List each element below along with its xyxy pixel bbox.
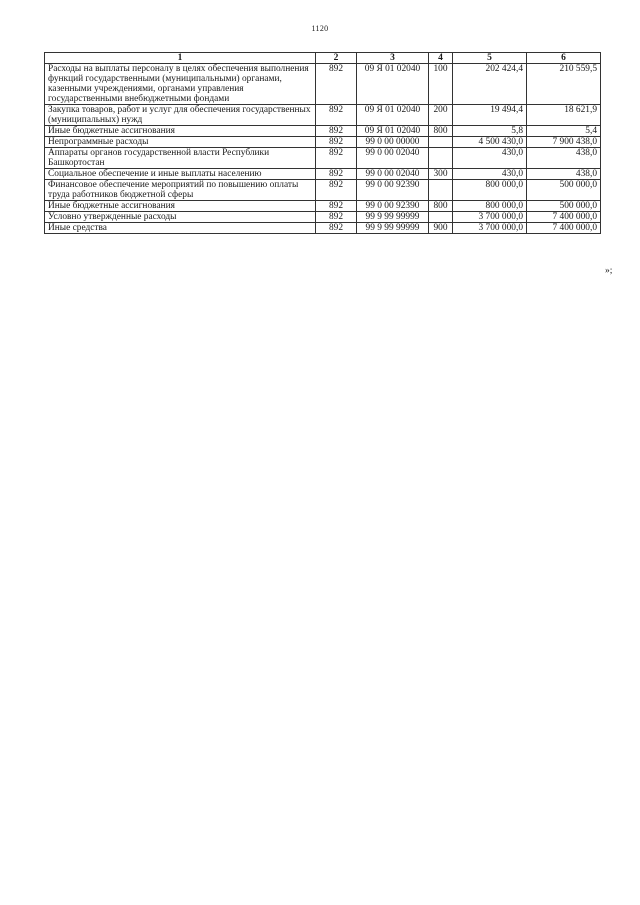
row-sum2: 500 000,0	[527, 180, 601, 201]
row-name: Расходы на выплаты персоналу в целях обеспечения выполнения функций государственными (муниципальными) органами, казенными учреждениями, органами управления государственными внебюджетными фондами	[45, 64, 316, 105]
table-header-row	[45, 53, 601, 64]
page-number: 1120	[311, 24, 329, 33]
table-row	[45, 64, 601, 105]
row-csr: 09 Я 01 02040	[357, 64, 429, 105]
row-sum1: 430,0	[453, 169, 527, 180]
header-col-6: 6	[527, 53, 601, 64]
row-name: Аппараты органов государственной власти Республики Башкортостан	[45, 148, 316, 169]
row-csr: 09 Я 01 02040	[357, 126, 429, 137]
row-name: Иные бюджетные ассигнования	[45, 201, 316, 212]
row-name: Условно утвержденные расходы	[45, 212, 316, 223]
row-csr: 99 9 99 99999	[357, 223, 429, 234]
row-sum2: 7 900 438,0	[527, 137, 601, 148]
row-ved: 892	[316, 180, 357, 201]
row-ved: 892	[316, 212, 357, 223]
row-sum1: 4 500 430,0	[453, 137, 527, 148]
row-sum1: 3 700 000,0	[453, 212, 527, 223]
row-csr: 99 0 00 02040	[357, 169, 429, 180]
row-sum2: 438,0	[527, 148, 601, 169]
row-csr: 99 0 00 02040	[357, 148, 429, 169]
row-sum1: 430,0	[453, 148, 527, 169]
header-col-5: 5	[453, 53, 527, 64]
row-ved: 892	[316, 201, 357, 212]
row-sum2: 5,4	[527, 126, 601, 137]
row-vr	[429, 148, 453, 169]
row-vr: 200	[429, 105, 453, 126]
table-row	[45, 212, 601, 223]
row-vr: 300	[429, 169, 453, 180]
row-ved: 892	[316, 64, 357, 105]
row-vr: 800	[429, 126, 453, 137]
table-row	[45, 126, 601, 137]
row-vr: 900	[429, 223, 453, 234]
row-sum1: 800 000,0	[453, 180, 527, 201]
header-col-1: 1	[45, 53, 316, 64]
header-col-3: 3	[357, 53, 429, 64]
row-csr: 99 0 00 92390	[357, 201, 429, 212]
row-csr: 09 Я 01 02040	[357, 105, 429, 126]
row-sum2: 500 000,0	[527, 201, 601, 212]
table-row	[45, 223, 601, 234]
row-sum1: 800 000,0	[453, 201, 527, 212]
row-sum2: 7 400 000,0	[527, 212, 601, 223]
closing-mark: »;	[605, 266, 613, 276]
row-ved: 892	[316, 148, 357, 169]
header-col-2: 2	[316, 53, 357, 64]
row-ved: 892	[316, 223, 357, 234]
row-sum1: 19 494,4	[453, 105, 527, 126]
row-sum2: 438,0	[527, 169, 601, 180]
table-row	[45, 169, 601, 180]
row-ved: 892	[316, 169, 357, 180]
row-csr: 99 0 00 00000	[357, 137, 429, 148]
row-name: Иные средства	[45, 223, 316, 234]
header-col-4: 4	[429, 53, 453, 64]
row-name: Социальное обеспечение и иные выплаты населению	[45, 169, 316, 180]
row-csr: 99 0 00 92390	[357, 180, 429, 201]
row-sum2: 210 559,5	[527, 64, 601, 105]
table-row	[45, 201, 601, 212]
row-sum2: 18 621,9	[527, 105, 601, 126]
row-vr	[429, 212, 453, 223]
row-vr	[429, 137, 453, 148]
row-sum2: 7 400 000,0	[527, 223, 601, 234]
table-row	[45, 148, 601, 169]
row-csr: 99 9 99 99999	[357, 212, 429, 223]
row-name: Финансовое обеспечение мероприятий по повышению оплаты труда работников бюджетной сферы	[45, 180, 316, 201]
row-ved: 892	[316, 126, 357, 137]
row-vr: 800	[429, 201, 453, 212]
row-ved: 892	[316, 105, 357, 126]
row-sum1: 202 424,4	[453, 64, 527, 105]
row-name: Иные бюджетные ассигнования	[45, 126, 316, 137]
table-row	[45, 105, 601, 126]
table-row	[45, 137, 601, 148]
row-sum1: 3 700 000,0	[453, 223, 527, 234]
row-ved: 892	[316, 137, 357, 148]
table-row	[45, 180, 601, 201]
row-name: Непрограммные расходы	[45, 137, 316, 148]
row-name: Закупка товаров, работ и услуг для обеспечения государственных (муниципальных) нужд	[45, 105, 316, 126]
row-sum1: 5,8	[453, 126, 527, 137]
row-vr: 100	[429, 64, 453, 105]
budget-table	[44, 52, 601, 234]
row-vr	[429, 180, 453, 201]
